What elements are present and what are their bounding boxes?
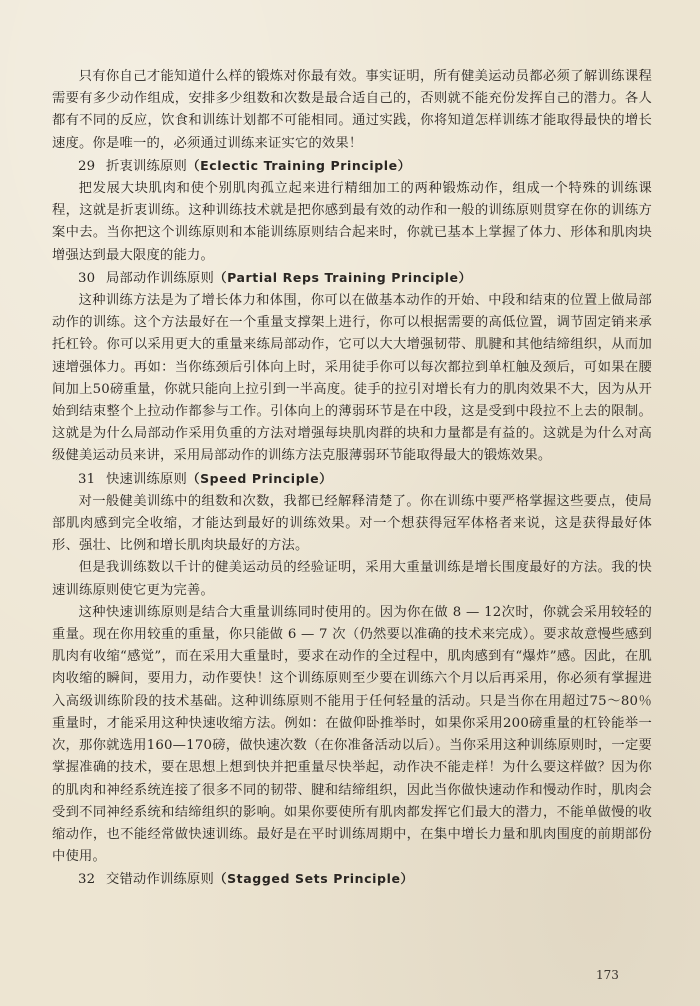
section-title-cn: 交错动作训练原则	[106, 872, 214, 888]
section-title-en: （Partial Reps Training Principle）	[213, 269, 472, 285]
section-title-en: （Eclectic Training Principle）	[186, 157, 411, 173]
section-title-en: （Speed Principle）	[186, 470, 333, 486]
section-31-paragraph-2: 但是我训练数以千计的健美运动员的经验证明，采用大重量训练是增长围度最好的方法。我的快速训练原则使它更为完善。	[52, 560, 652, 598]
section-number: 29	[78, 158, 96, 174]
section-31-paragraph-1: 对一般健美训练中的组数和次数，我都已经解释清楚了。你在训练中要严格掌握这些要点，使局部肌肉感到完全收缩，才能达到最好的训练效果。对一个想获得冠军体格者来说，这是获得最好体形、强壮、比例和增长肌肉块最好的方法。	[52, 493, 652, 554]
section-heading-31	[52, 468, 652, 491]
section-number: 32	[78, 872, 96, 888]
section-31-paragraph-3: 这种快速训练原则是结合大重量训练同时使用的。因为你在做 8 — 12次时，你就会采用较轻的重量。现在你用较重的重量，你只能做 6 — 7 次（仍然要以准确的技术来完成）。要求故意慢些感到肌肉有收缩“感觉”，而在采用大重量时，要求在动作的全过程中，肌肉感到有“爆炸”感。因此，在肌肉收缩的瞬间，要用力，动作要快！这个训练原则至少要在训练六个月以后再采用，你必须有掌握进入高级训练阶段的技术基础。这种训练原则不能用于任何轻量的活动。只是当你在用超过75～80％重量时，才能采用这种快速收缩方法。例如：在做仰卧推举时，如果你采用200磅重量的杠铃能举一次，那你就选用160—170磅，做快速次数（在你准备活动以后）。当你采用这种训练原则时，一定要掌握准确的技术，要在思想上想到快并把重量尽快举起，动作决不能走样！为什么要这样做？因为你的肌肉和神经系统连接了很多不同的韧带、腱和结缔组织，因此当你做快速动作和慢动作时，肌肉会受到不同神经系统和结缔组织的影响。如果你要使所有肌肉都发挥它们最大的潜力，不能单做慢的收缩动作，也不能经常做快速训练。最好是在平时训练周期中，在集中增长力量和肌肉围度的前期部份中使用。	[52, 604, 652, 865]
section-number: 30	[78, 270, 96, 286]
page-number: 173	[596, 968, 619, 982]
section-title-en: （Stagged Sets Principle）	[213, 871, 414, 887]
section-title-cn: 局部动作训练原则	[106, 270, 214, 286]
section-number: 31	[78, 471, 96, 487]
section-heading-29	[52, 155, 652, 178]
section-30-paragraph: 这种训练方法是为了增长体力和体围，你可以在做基本动作的开始、中段和结束的位置上做局部动作的训练。这个方法最好在一个重量支撑架上进行，你可以根据需要的高低位置，调节固定销来承托杠铃。你可以采用更大的重量来练局部动作，它可以大大增强韧带、肌腱和其他结缔组织，从而加速增强体力。再如：当你练颈后引体向上时，采用徒手你可以每次都拉到单杠触及颈后，可如果在腰间加上50磅重量，你就只能向上拉引到一半高度。徒手的拉引对增长有力的肌肉效果不大，因为从开始到结束整个上拉动作都参与工作。引体向上的薄弱环节是在中段，这是受到中段拉不上去的限制。这就是为什么局部动作采用负重的方法对增强每块肌肉群的块和力量都是有益的。这就是为什么对高级健美运动员来讲，采用局部动作的训练方法克服薄弱环节能取得最大的锻炼效果。	[52, 293, 652, 464]
section-heading-32	[52, 868, 652, 891]
intro-paragraph: 只有你自己才能知道什么样的锻炼对你最有效。事实证明，所有健美运动员都必须了解训练课程需要有多少动作组成，安排多少组数和次数是最合适自己的，否则就不能充份发挥自己的潜力。各人都有不同的反应，饮食和训练计划都不可能相同。通过实践，你将知道怎样训练才能取得最快的增长速度。你是唯一的，必须通过训练来证实它的效果！	[52, 69, 652, 151]
section-29-paragraph: 把发展大块肌肉和使个别肌肉孤立起来进行精细加工的两种锻炼动作，组成一个特殊的训练课程，这就是折衷训练。这种训练技术就是把你感到最有效的动作和一般的训练原则贯穿在你的训练方案中去。当你把这个训练原则和本能训练原则结合起来时，你就已基本上掌握了体力、形体和肌肉块增强达到最大限度的能力。	[52, 181, 652, 263]
page-body-text	[52, 66, 652, 892]
section-title-cn: 快速训练原则	[106, 471, 187, 487]
section-title-cn: 折衷训练原则	[106, 158, 187, 174]
section-heading-30	[52, 267, 652, 290]
